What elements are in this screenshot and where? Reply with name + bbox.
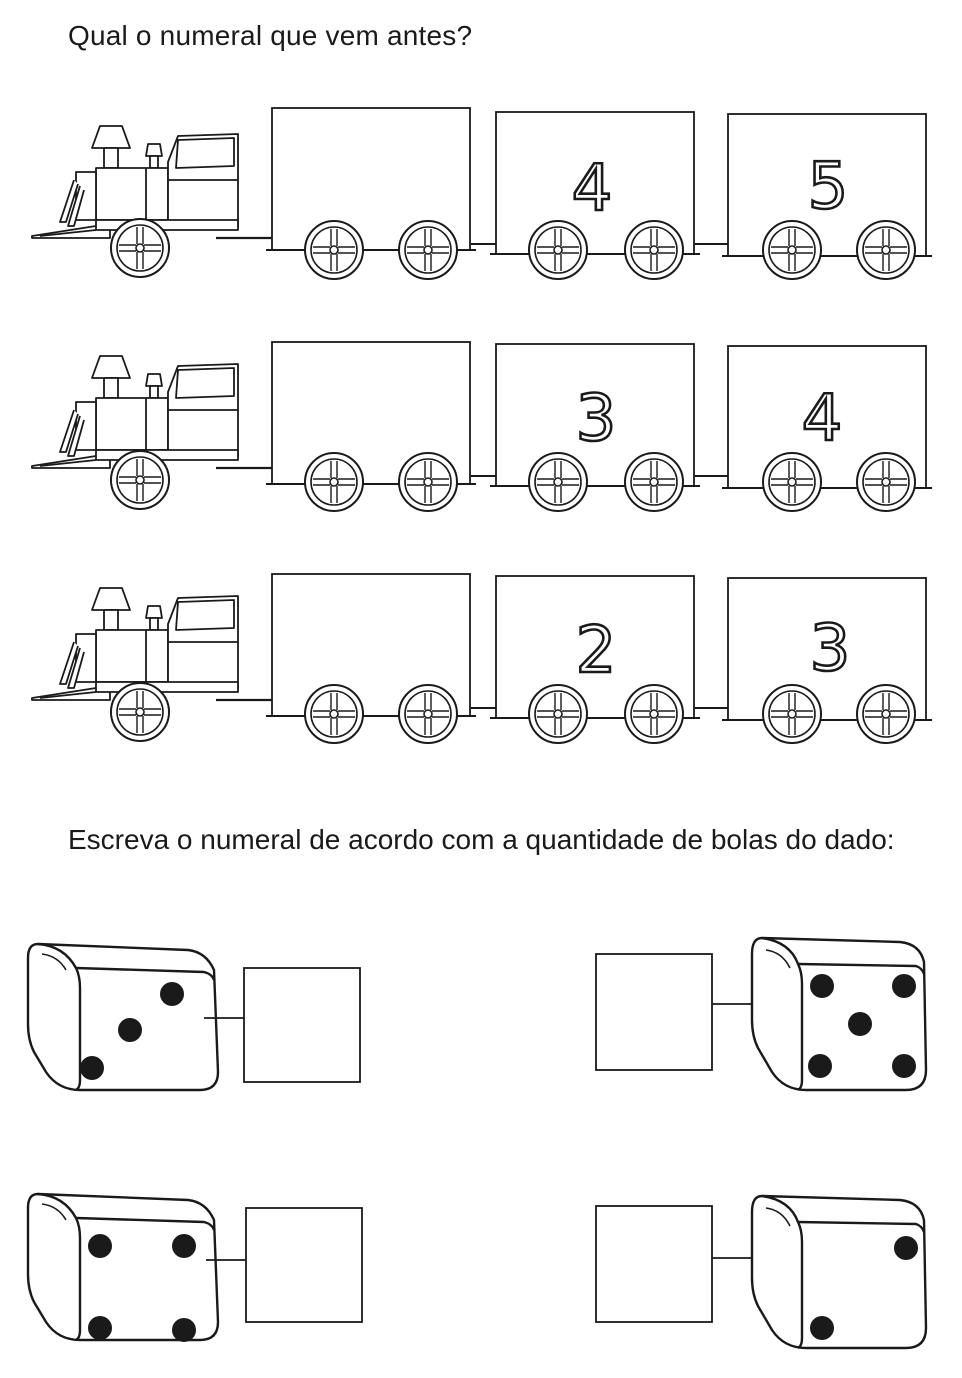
answer-box-die-five[interactable] [596,954,712,1070]
answer-box-die-three[interactable] [244,968,360,1082]
die-two [752,1196,926,1348]
train-2-answer-wagon[interactable] [276,346,466,476]
train-3-wagon-2-number: 2 [575,614,617,688]
train-3-wagon-3-number: 3 [809,612,851,686]
die-pip [894,1236,918,1260]
die-four [28,1194,218,1342]
question-2-text: Escreva o numeral de acordo com a quantidade de bolas do dado: [68,824,895,855]
die-pip [808,1054,832,1078]
train-row-2 [32,342,932,511]
die-pip [118,1018,142,1042]
die-pip [88,1316,112,1340]
die-pip [848,1012,872,1036]
train-row-1 [32,108,932,279]
train-2-wagon-2-number: 3 [575,382,617,456]
answer-box-die-two[interactable] [596,1206,712,1322]
die-pip [810,1316,834,1340]
question-1-text: Qual o numeral que vem antes? [68,20,473,51]
die-pip [172,1234,196,1258]
train-row-3 [32,574,932,743]
die-three [28,944,218,1090]
train-3-answer-wagon[interactable] [276,578,466,708]
die-pip [810,974,834,998]
die-pip [160,982,184,1006]
die-pip [88,1234,112,1258]
die-pip [892,1054,916,1078]
answer-box-die-four[interactable] [246,1208,362,1322]
die-pip [892,974,916,998]
train-1-wagon-2-number: 4 [571,152,613,226]
die-pip [80,1056,104,1080]
train-1-answer-wagon[interactable] [276,112,466,242]
train-2-wagon-3-number: 4 [801,382,843,456]
die-five [752,938,926,1090]
train-1-wagon-3-number: 5 [807,150,849,224]
die-pip [172,1318,196,1342]
